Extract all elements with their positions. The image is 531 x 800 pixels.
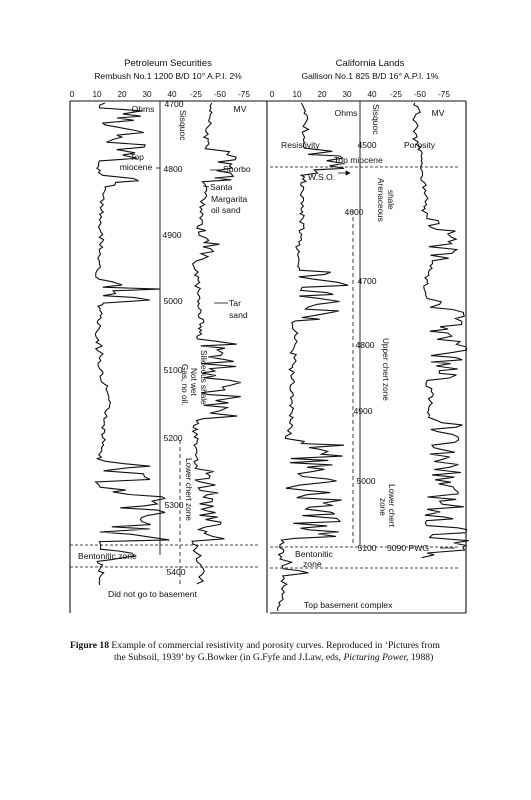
label-bentonitic-right: Bentonitic — [295, 549, 333, 559]
caption-line2 — [70, 652, 470, 664]
right-scale-tick: 20 — [317, 90, 327, 99]
left-depth: 5100 — [163, 365, 183, 375]
right-depth: 4800 — [355, 340, 375, 350]
right-scale — [270, 90, 451, 99]
left-unit-ohms: Ohms — [131, 104, 155, 114]
caption-line1: Example of commercial resistivity and porosity curves. Reproduced in ‘Pictures from — [111, 640, 440, 651]
right-unit-mv: MV — [431, 108, 445, 118]
label-santa-margarita: Santa — [210, 182, 233, 192]
label-sporbo: Sporbo — [223, 164, 251, 174]
label-lower-chert-left: Lower chert zone — [184, 458, 193, 521]
left-scale-tick: 20 — [117, 90, 127, 99]
label-santa-margarita: Margarita — [211, 194, 248, 204]
right-panel-title: California Lands — [335, 58, 405, 69]
left-depth: 4900 — [162, 230, 182, 240]
left-depth: 5200 — [163, 433, 183, 443]
left-scale-tick: -25 — [190, 90, 202, 99]
right-porosity-curve — [413, 103, 469, 558]
label-top-miocene-left: miocene — [119, 162, 153, 172]
right-depth: 4700 — [357, 276, 377, 286]
left-scale-tick: 40 — [167, 90, 177, 99]
left-depth: 5000 — [163, 296, 183, 306]
label-top-basement: Top basement complex — [304, 600, 393, 610]
label-did-not-go: Did not go to basement — [108, 589, 197, 599]
left-resistivity-curve — [95, 103, 169, 585]
right-scale-tick: -50 — [414, 90, 426, 99]
right-depth: 4900 — [353, 406, 373, 416]
right-depth: 5100 — [357, 543, 377, 553]
label-tar-sand: Tar — [229, 298, 241, 308]
label-siliceous-shale: Siliceous shale — [199, 350, 208, 405]
label-not-wet: Not wet — [189, 368, 198, 396]
right-scale-tick: 30 — [342, 90, 352, 99]
label-upper-chert: Upper chert zone — [381, 338, 390, 401]
label-top-miocene-right: Top miocene — [334, 155, 383, 165]
left-depth: 5400 — [166, 567, 186, 577]
left-formation: Sisquoc — [178, 110, 188, 141]
label-arenaceous-shale: shale — [386, 190, 395, 210]
left-scale — [70, 90, 251, 99]
left-scale-tick: 0 — [69, 90, 75, 99]
label-tar-sand: sand — [229, 310, 248, 320]
left-sp-curve — [192, 103, 241, 584]
label-porosity: Porosity — [404, 140, 436, 150]
caption-line2-b: 1988) — [410, 651, 434, 663]
figure-caption — [70, 640, 470, 663]
label-arenaceous-shale: Arenaceous — [376, 178, 385, 222]
left-depth: 5300 — [164, 500, 184, 510]
label-wso: W.S.O. — [308, 172, 336, 182]
label-lower-chert-right: Lower chert — [387, 484, 396, 527]
left-depth: 4800 — [163, 164, 183, 174]
left-scale-tick: 10 — [92, 90, 102, 99]
left-depth: 4700 — [164, 99, 184, 109]
right-scale-tick: 40 — [367, 90, 377, 99]
label-lower-chert-right: zone — [378, 498, 387, 516]
left-scale-tick: -75 — [238, 90, 250, 99]
left-panel-subtitle: Rembush No.1 1200 B/D 10° A.P.I. 2% — [94, 71, 242, 81]
label-gas-no-oil: Gas, no oil. — [180, 364, 189, 406]
caption-label: Figure 18 — [70, 640, 109, 651]
right-formation: Sisquoc — [371, 104, 381, 135]
right-depth: 4500 — [357, 140, 377, 150]
label-bentonitic-right: zone — [303, 559, 322, 569]
label-santa-margarita: oil sand — [211, 205, 241, 215]
left-scale-tick: -50 — [214, 90, 226, 99]
label-resistivity: Resistivity — [281, 140, 320, 150]
caption-line2-italic: Picturing Power, — [343, 651, 409, 663]
right-scale-tick: -25 — [390, 90, 402, 99]
left-scale-tick: 30 — [142, 90, 152, 99]
label-bentonitic-left: Bentonitic zone — [78, 551, 137, 561]
right-unit-ohms: Ohms — [334, 108, 358, 118]
right-scale-tick: 0 — [269, 90, 275, 99]
right-depth: 4600 — [344, 207, 364, 217]
left-panel-title: Petroleum Securities — [124, 58, 212, 69]
label-top-miocene-left: Top — [130, 152, 144, 162]
right-scale-tick: 10 — [292, 90, 302, 99]
right-scale-tick: -75 — [438, 90, 450, 99]
left-unit-mv: MV — [233, 104, 247, 114]
right-panel-subtitle: Gallison No.1 825 B/D 16° A.P.I. 1% — [301, 71, 439, 81]
right-depth: 5000 — [356, 476, 376, 486]
caption-line2-a: the Subsoil, 1939’ by G.Bowker (in G.Fyfe and J.Law, eds, — [114, 651, 342, 663]
label-pwg: 5090 PWG — [387, 543, 430, 553]
